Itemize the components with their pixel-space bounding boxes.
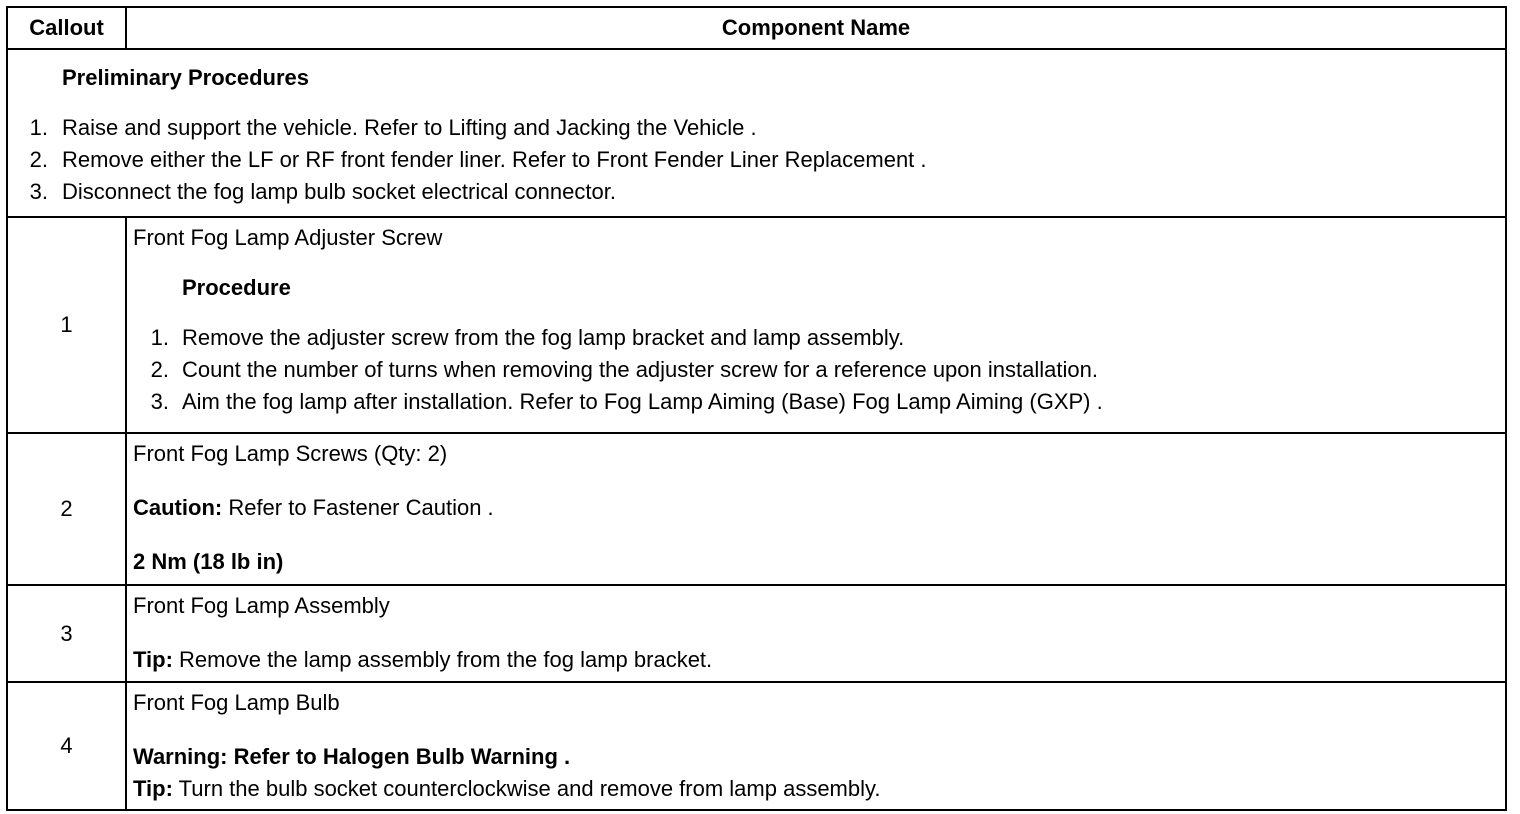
warning-note: Warning: Refer to Halogen Bulb Warning . xyxy=(133,744,571,769)
step-text: Remove either the LF or RF front fender liner. Refer to Front Fender Liner Replacement . xyxy=(62,147,927,172)
step-text: Disconnect the fog lamp bulb socket electrical connector. xyxy=(62,179,616,204)
component-name: Front Fog Lamp Screws (Qty: 2) xyxy=(133,441,448,466)
procedure-title: Procedure xyxy=(182,275,291,300)
table-row xyxy=(7,585,1506,682)
preliminary-step xyxy=(8,144,1505,176)
step-text: Remove the adjuster screw from the fog lamp bracket and lamp assembly. xyxy=(182,325,905,350)
tip-text: Remove the lamp assembly from the fog lamp bracket. xyxy=(172,647,713,672)
caution-note xyxy=(133,492,1505,524)
component-name: Front Fog Lamp Bulb xyxy=(133,690,340,715)
table-row xyxy=(7,682,1506,810)
tip-note xyxy=(133,644,1505,676)
preliminary-row xyxy=(7,49,1506,217)
step-text: Aim the fog lamp after installation. Refer to Fog Lamp Aiming (Base) Fog Lamp Aiming (GXP) . xyxy=(182,389,1103,414)
procedure-step xyxy=(133,386,1505,418)
table-header-row xyxy=(7,7,1506,49)
step-text: Raise and support the vehicle. Refer to Lifting and Jacking the Vehicle . xyxy=(62,115,757,140)
preliminary-title: Preliminary Procedures xyxy=(62,65,310,90)
step-number: 1. xyxy=(29,115,48,140)
step-number: 2. xyxy=(29,147,48,172)
table-row xyxy=(7,217,1506,433)
tip-label: Tip: xyxy=(133,647,173,672)
procedure-document xyxy=(6,6,1507,811)
preliminary-steps xyxy=(8,112,1505,208)
component-table xyxy=(6,6,1507,811)
header-component-name: Component Name xyxy=(126,7,1506,49)
preliminary-step xyxy=(8,176,1505,208)
procedure-step xyxy=(133,322,1505,354)
tip-note xyxy=(133,773,1505,805)
component-name: Front Fog Lamp Assembly xyxy=(133,593,390,618)
step-number: 1. xyxy=(150,325,169,350)
step-number: 3. xyxy=(150,389,169,414)
table-row xyxy=(7,433,1506,585)
callout-cell: 1 xyxy=(7,217,126,433)
procedure-step xyxy=(133,354,1505,386)
step-text: Count the number of turns when removing the adjuster screw for a reference upon installation. xyxy=(182,357,1098,382)
caution-label: Caution: xyxy=(133,495,223,520)
tip-label: Tip: xyxy=(133,776,173,801)
tip-text: Turn the bulb socket counterclockwise and remove from lamp assembly. xyxy=(172,776,881,801)
callout-cell: 4 xyxy=(7,682,126,810)
callout-cell: 3 xyxy=(7,585,126,682)
procedure-steps xyxy=(133,322,1505,418)
preliminary-step xyxy=(8,112,1505,144)
caution-text: Refer to Fastener Caution . xyxy=(222,495,494,520)
callout-cell: 2 xyxy=(7,433,126,585)
header-callout: Callout xyxy=(7,7,126,49)
component-name: Front Fog Lamp Adjuster Screw xyxy=(133,225,443,250)
step-number: 2. xyxy=(150,357,169,382)
torque-spec: 2 Nm (18 lb in) xyxy=(133,549,284,574)
step-number: 3. xyxy=(29,179,48,204)
